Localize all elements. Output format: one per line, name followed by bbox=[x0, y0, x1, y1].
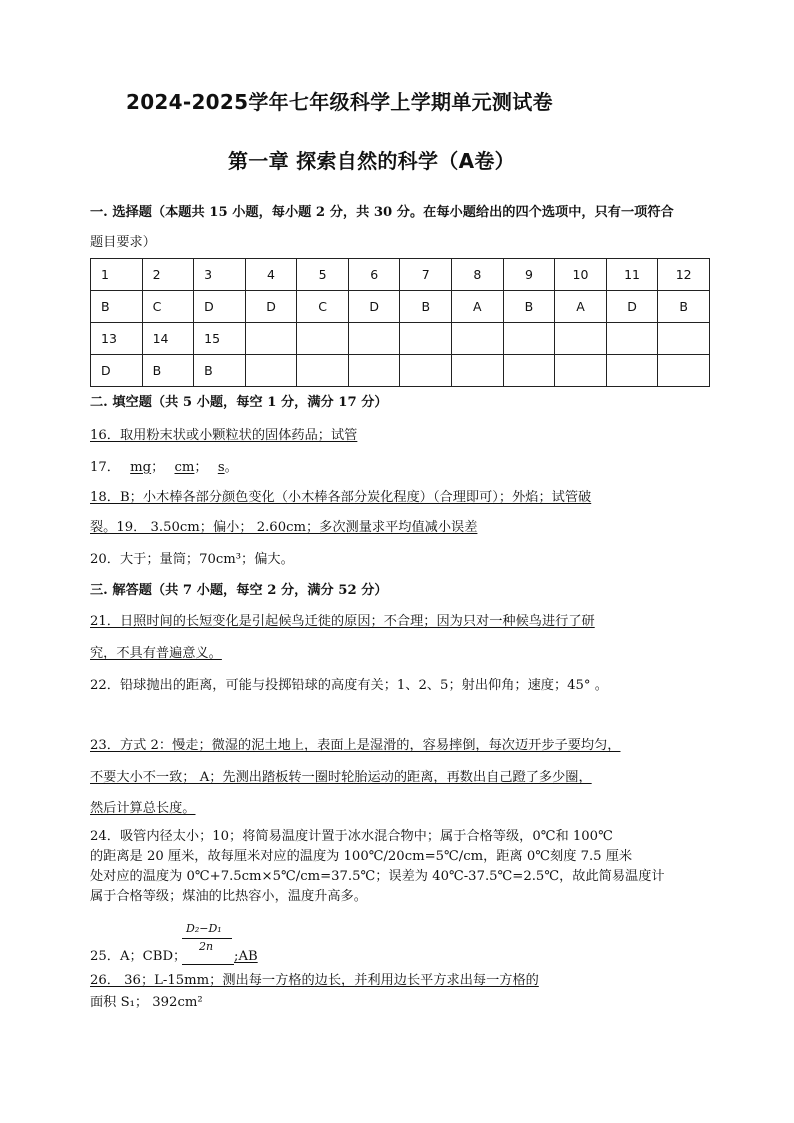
table-cell bbox=[555, 323, 607, 355]
cell-text: B bbox=[421, 299, 431, 314]
table-cell bbox=[245, 355, 297, 387]
table-cell bbox=[606, 259, 658, 291]
table-cell bbox=[194, 259, 246, 291]
cell-text: 11 bbox=[624, 267, 641, 282]
cell-text: B bbox=[679, 299, 688, 314]
table-cell bbox=[142, 323, 194, 355]
answer-18-line1: 18．B；小木棒各部分颜色变化（小木棒各部分炭化程度）（合理即可）；外焰；试管破 bbox=[90, 490, 592, 505]
cell-text: 6 bbox=[370, 267, 379, 282]
table-cell bbox=[503, 323, 555, 355]
cell-text: B bbox=[101, 299, 110, 314]
table-cell bbox=[142, 259, 194, 291]
table-cell bbox=[452, 259, 504, 291]
cell-text: D bbox=[101, 363, 111, 378]
table-cell bbox=[452, 291, 504, 323]
cell-text: 4 bbox=[267, 267, 275, 282]
answer-23-line2: 不要大小不一致； A；先测出踏板转一圈时轮胎运动的距离，再数出自己蹬了多少圈， bbox=[90, 770, 592, 785]
table-cell bbox=[658, 355, 710, 387]
cell-text: 7 bbox=[421, 267, 430, 282]
table-cell bbox=[91, 291, 143, 323]
answer-26-line1-text: 26． 36；L-15mm；测出每一方格的边长，并利用边长平方求出每一方格的 bbox=[90, 973, 539, 988]
table-cell bbox=[194, 291, 246, 323]
answer-17-blank-a: mg bbox=[130, 460, 152, 475]
table-cell bbox=[142, 291, 194, 323]
table-cell bbox=[142, 355, 194, 387]
answer-26-line1 bbox=[90, 972, 539, 990]
table-cell bbox=[555, 291, 607, 323]
table-cell bbox=[555, 259, 607, 291]
answer-24-line4: 属于合格等级；煤油的比热容小，温度升高多。 bbox=[90, 889, 367, 904]
answer-23-line1: 23．方式 2：慢走；微湿的泥土地上，表面上是湿滑的，容易摔倒，每次迈开步子要均匀， bbox=[90, 738, 621, 753]
answer-25-fraction-bar bbox=[182, 938, 232, 939]
section1-heading-line1 bbox=[90, 204, 674, 222]
cell-text: C bbox=[152, 299, 162, 314]
answer-25-fraction-denominator: 2n bbox=[199, 940, 214, 953]
table-cell bbox=[555, 355, 607, 387]
table-cell bbox=[348, 259, 400, 291]
cell-text: D bbox=[627, 299, 637, 314]
table-cell bbox=[658, 259, 710, 291]
table-cell bbox=[452, 355, 504, 387]
cell-text: D bbox=[369, 299, 379, 314]
answer-25-prefix: 25．A；CBD； bbox=[90, 949, 187, 964]
table-cell bbox=[245, 259, 297, 291]
table-row bbox=[91, 323, 710, 355]
answer-18-19-line2: 裂。19． 3.50cm；偏小； 2.60cm；多次测量求平均值减小误差 bbox=[90, 520, 478, 535]
answer-24-line2: 的距离是 20 厘米，故每厘米对应的温度为 100℃/20cm=5℃/cm，距离 0℃刻度 7.5 厘米 bbox=[90, 849, 633, 864]
cell-text: B bbox=[524, 299, 534, 314]
cell-text: 15 bbox=[204, 331, 221, 346]
answer-17-number: 17． bbox=[90, 460, 120, 475]
answer-25-blank-underline bbox=[182, 964, 234, 965]
cell-text: 2 bbox=[152, 267, 161, 282]
table-cell bbox=[91, 355, 143, 387]
table-cell bbox=[452, 323, 504, 355]
table-cell bbox=[194, 355, 246, 387]
table-cell bbox=[245, 291, 297, 323]
answer-25-fraction-numerator: D₂−D₁ bbox=[186, 922, 222, 935]
answer-17: 17． mg； cm； s。 bbox=[90, 460, 238, 475]
cell-text: A bbox=[473, 299, 482, 314]
cell-text: D bbox=[204, 299, 214, 314]
cell-text: 5 bbox=[318, 267, 327, 282]
answer-21-line1: 21．日照时间的长短变化是引起候鸟迁徙的原因；不合理；因为只对一种候鸟进行了研 bbox=[90, 614, 595, 629]
table-row bbox=[91, 291, 710, 323]
table-cell bbox=[91, 259, 143, 291]
table-cell bbox=[91, 323, 143, 355]
answer-table bbox=[90, 258, 710, 387]
section1-heading-text1: 一. 选择题（本题共 15 小题，每小题 2 分，共 30 分。在每小题给出的四个选项中，只有一项符合 bbox=[90, 205, 674, 220]
section1-heading-line2: 题目要求） bbox=[90, 235, 156, 250]
table-row bbox=[91, 259, 710, 291]
answer-22: 22．铅球抛出的距离，可能与投掷铅球的高度有关；1、2、5；射出仰角；速度；45° 。 bbox=[90, 678, 608, 693]
table-cell bbox=[297, 291, 349, 323]
answer-17-blank-b: cm bbox=[174, 460, 195, 475]
cell-text: 9 bbox=[524, 267, 533, 282]
section2-heading: 二. 填空题（共 5 小题，每空 1 分，满分 17 分） bbox=[90, 395, 388, 410]
cell-text: C bbox=[318, 299, 327, 314]
cell-text: 12 bbox=[675, 267, 692, 282]
table-cell bbox=[400, 291, 452, 323]
table-cell bbox=[297, 323, 349, 355]
cell-text: 8 bbox=[473, 267, 482, 282]
table-cell bbox=[606, 291, 658, 323]
table-cell bbox=[606, 323, 658, 355]
table-cell bbox=[658, 323, 710, 355]
answer-21-line2: 究，不具有普遍意义。 bbox=[90, 646, 222, 661]
answer-16: 16．取用粉末状或小颗粒状的固体药品；试管 bbox=[90, 428, 358, 443]
table-cell bbox=[348, 291, 400, 323]
answer-25-suffix: ;AB bbox=[234, 949, 258, 964]
table-cell bbox=[658, 291, 710, 323]
cell-text: D bbox=[266, 299, 276, 314]
page-subtitle: 第一章 探索自然的科学（A卷） bbox=[228, 149, 515, 173]
cell-text: 3 bbox=[204, 267, 213, 282]
cell-text: A bbox=[576, 299, 585, 314]
table-cell bbox=[297, 259, 349, 291]
cell-text: B bbox=[152, 363, 162, 378]
table-cell bbox=[297, 355, 349, 387]
answer-17-blank-c: s bbox=[217, 460, 225, 475]
cell-text: B bbox=[204, 363, 213, 378]
table-cell bbox=[503, 355, 555, 387]
table-cell bbox=[194, 323, 246, 355]
answer-23-line3: 然后计算总长度。 bbox=[90, 801, 196, 816]
table-cell bbox=[245, 323, 297, 355]
table-cell bbox=[348, 323, 400, 355]
table-cell bbox=[503, 259, 555, 291]
table-cell bbox=[606, 355, 658, 387]
cell-text: 1 bbox=[101, 267, 109, 282]
table-cell bbox=[400, 355, 452, 387]
table-cell bbox=[400, 259, 452, 291]
section3-heading: 三. 解答题（共 7 小题，每空 2 分，满分 52 分） bbox=[90, 583, 388, 598]
answer-20: 20．大于；量筒；70cm³；偏大。 bbox=[90, 552, 294, 567]
table-row bbox=[91, 355, 710, 387]
answer-24-line1: 24．吸管内径太小；10；将简易温度计置于冰水混合物中；属于合格等级，0℃和 100℃ bbox=[90, 829, 613, 844]
answer-24-line3: 处对应的温度为 0℃+7.5cm×5℃/cm=37.5℃；误差为 40℃-37.5℃=2.5℃，故此简易温度计 bbox=[90, 869, 665, 884]
cell-text: 13 bbox=[101, 331, 117, 346]
table-cell bbox=[400, 323, 452, 355]
page-title: 2024-2025学年七年级科学上学期单元测试卷 bbox=[126, 90, 553, 114]
table-cell bbox=[348, 355, 400, 387]
answer-26-line2: 面积 S₁； 392cm² bbox=[90, 995, 203, 1010]
cell-text: 10 bbox=[572, 267, 589, 282]
cell-text: 14 bbox=[152, 331, 169, 346]
table-cell bbox=[503, 291, 555, 323]
